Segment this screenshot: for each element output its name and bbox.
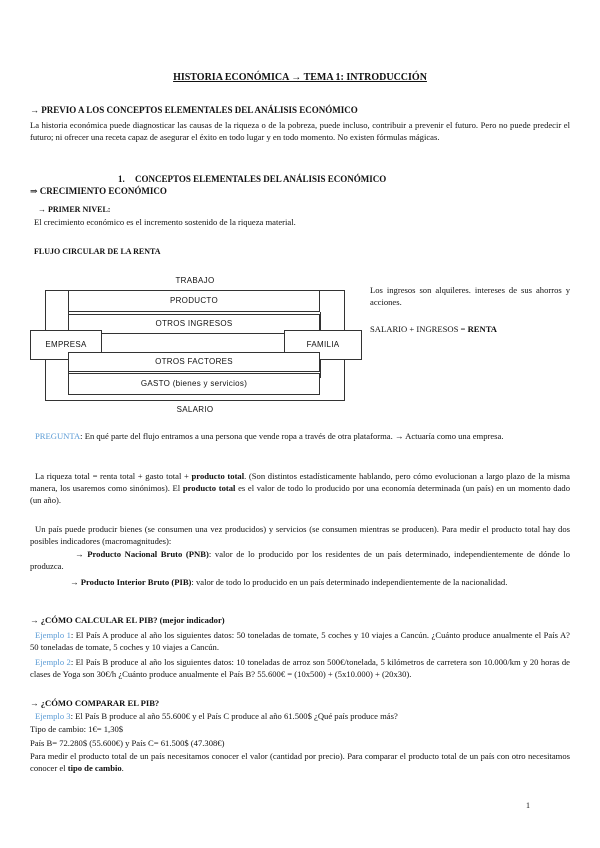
comparar-final-paragraph: Para medir el producto total de un país necesitamos conocer el valor (cantidad por precio). Para comparar el producto total de un país con otro necesitamos conocer el tipo de cambio. bbox=[30, 751, 570, 774]
pregunta-paragraph: PREGUNTA: En qué parte del flujo entramos a una persona que vende ropa a través de otra plataforma. → Actuaría como una empresa. bbox=[35, 431, 504, 441]
page-number: 1 bbox=[526, 801, 530, 810]
diagram-box-otros-factores: OTROS FACTORES bbox=[68, 352, 320, 372]
flujo-heading: FLUJO CIRCULAR DE LA RENTA bbox=[34, 247, 161, 256]
flujo-side-formula: SALARIO + INGRESOS = RENTA bbox=[370, 324, 498, 334]
tipo-cambio: Tipo de cambio: 1€= 1,30$ bbox=[30, 724, 124, 734]
pib-paragraph: → Producto Interior Bruto (PIB): valor de todo lo producido en un país determinado independientemente de la nacionalidad. bbox=[70, 577, 508, 587]
riqueza-paragraph: La riqueza total = renta total + gasto total + producto total. (Son distintos estadísticamente hablando, pero cómo evolucionan a largo plazo de la misma manera, los usaremos como sinónimos). El producto total es el valor de todo lo producido por una economía determinada (un país) en un momento dado (un año). bbox=[30, 471, 571, 506]
calcular-heading: → ¿CÓMO CALCULAR EL PIB? (mejor indicador) bbox=[30, 615, 225, 625]
pais-paragraph: Un país puede producir bienes (se consumen una vez producidos) y servicios (se consumen mientras se producen). Para medir el producto total hay dos posibles indicadores (macromagnitudes): bbox=[30, 524, 570, 547]
previo-text: La historia económica puede diagnosticar las causas de la riqueza o de la pobreza, puede incluso, contribuir a prevenir el futuro. Pero no puede predecir el futuro; ni ofrecer una receta capaz de asegurar el éxito en todo lugar y en todo momento. No existen fórmulas mágicas. bbox=[30, 120, 570, 143]
diagram-box-otros-ingresos: OTROS INGRESOS bbox=[68, 314, 320, 334]
ejemplo1-paragraph: Ejemplo 1: El País A produce al año los siguientes datos: 50 toneladas de tomate, 5 coches y 10 viajes a Cancún. ¿Cuánto produce anualmente el País A? 50 toneladas de tomate, 5 coches y 10 viajes a Cancún. bbox=[30, 630, 570, 653]
section1-number: 1. bbox=[118, 174, 125, 184]
pnb-paragraph: → Producto Nacional Bruto (PNB): valor de lo producido por los residentes de un país determinado, independientemente de dónde lo produzca. bbox=[30, 549, 570, 572]
circular-flow-diagram bbox=[30, 270, 360, 420]
diagram-box-empresa: EMPRESA bbox=[30, 330, 102, 360]
page-title: HISTORIA ECONÓMICA → TEMA 1: INTRODUCCIÓN bbox=[173, 72, 427, 83]
ejemplo2-paragraph: Ejemplo 2: El País B produce al año los siguientes datos: 10 toneladas de arroz son 500€/tonelada, 5 kilómetros de carretera son 10.000/km y 20 horas de clases de Yoga son 30€/h ¿Cuánto produce anualmente el País B? 55.600€ = (10x500) + (5x10.000) + (20x30). bbox=[30, 657, 570, 680]
diagram-label-salario: SALARIO bbox=[176, 405, 214, 414]
diagram-box-producto: PRODUCTO bbox=[68, 290, 320, 312]
flujo-side-text: Los ingresos son alquileres. intereses de sus ahorros y acciones. bbox=[370, 285, 570, 308]
primer-nivel: → PRIMER NIVEL: bbox=[38, 205, 111, 214]
diagram-box-gasto: GASTO (bienes y servicios) bbox=[68, 373, 320, 395]
primer-nivel-text: El crecimiento económico es el incremento sostenido de la riqueza material. bbox=[34, 217, 296, 227]
diagram-box-familia: FAMILIA bbox=[284, 330, 362, 360]
pais-b-conversion: País B= 72.280$ (55.600€) y País C= 61.500$ (47.308€) bbox=[30, 738, 225, 748]
ejemplo3-paragraph: Ejemplo 3: El País B produce al año 55.600€ y el País C produce al año 61.500$ ¿Qué país produce más? bbox=[35, 711, 398, 721]
diagram-label-trabajo: TRABAJO bbox=[175, 276, 215, 285]
comparar-heading: → ¿CÓMO COMPARAR EL PIB? bbox=[30, 698, 160, 708]
previo-heading: → PREVIO A LOS CONCEPTOS ELEMENTALES DEL ANÁLISIS ECONÓMICO bbox=[30, 105, 358, 115]
section1-sub: ⇒ CRECIMIENTO ECONÓMICO bbox=[30, 186, 167, 196]
section1-heading: CONCEPTOS ELEMENTALES DEL ANÁLISIS ECONÓMICO bbox=[135, 174, 387, 184]
